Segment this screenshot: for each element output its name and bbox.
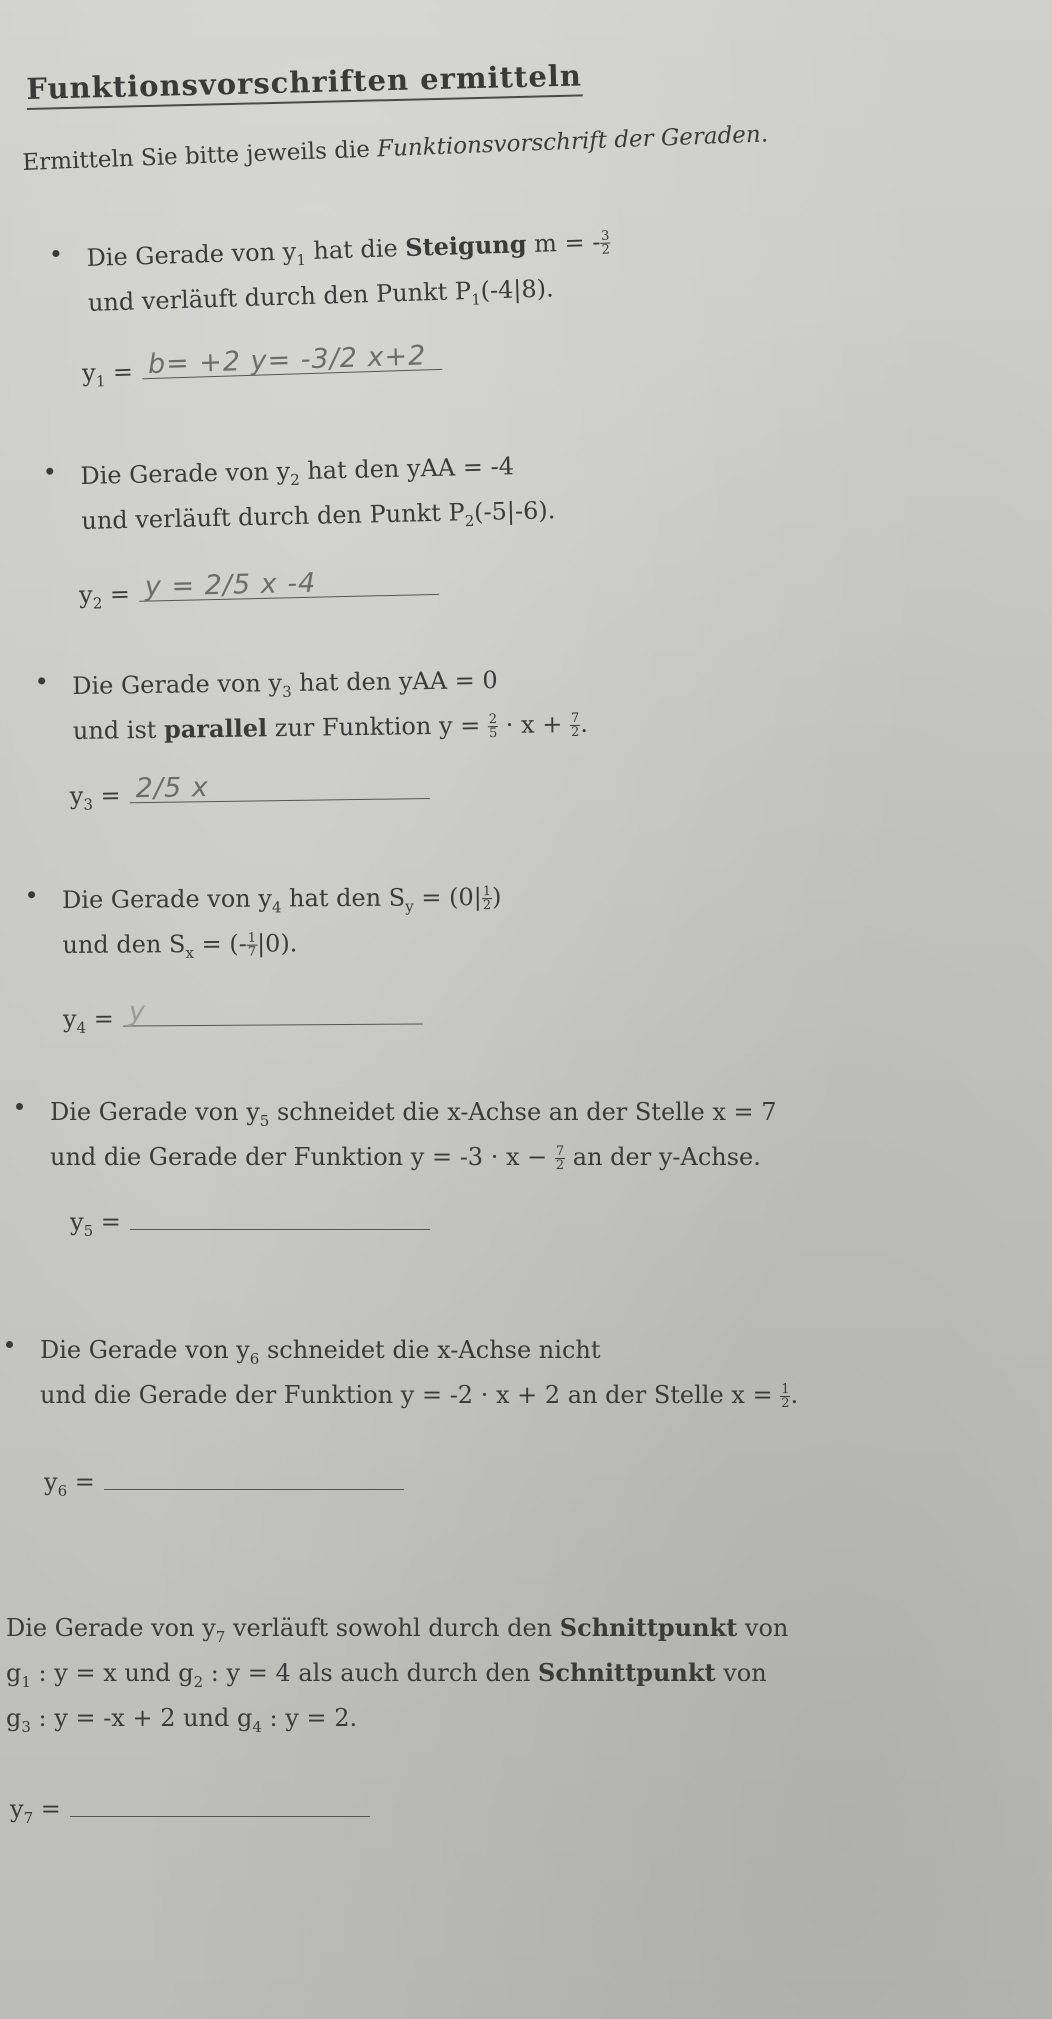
- answer-row-5: $y_5$ =: [70, 1201, 797, 1240]
- task-4-line-2: und den $S_x$ = (- $\frac{1}{7}$ |0).: [62, 929, 298, 962]
- instructions-italic: Funktionsvorschrift der Geraden.: [376, 121, 769, 163]
- task-1: [81, 224, 615, 391]
- task-6-line-2: und die Gerade der Funktion y = -2 · x + 2 an der Stelle x = $\frac{1}{2}$ .: [40, 1380, 799, 1411]
- bullet-icon: [6, 1341, 13, 1348]
- answer-field-6[interactable]: [104, 1461, 404, 1490]
- fraction: $\frac{7}{2}$: [555, 1143, 565, 1173]
- task-5-line-2: und die Gerade der Funktion y = -3 · x − $\frac{7}{2}$ an der y-Achse.: [50, 1142, 761, 1173]
- task-3: [69, 661, 589, 814]
- fraction: $\frac{7}{2}$: [570, 710, 580, 740]
- answer-row-6: $y_6$ =: [44, 1461, 802, 1500]
- bullet-icon: [46, 468, 53, 475]
- worksheet-title: Funktionsvorschriften ermitteln: [26, 58, 582, 110]
- task-3-line-2: und ist parallel zur Funktion y = $\frac{2}{5}$ · x + $\frac{7}{2}$ .: [72, 709, 589, 745]
- answer-field-7[interactable]: [70, 1788, 370, 1817]
- bullet-icon: [38, 677, 45, 684]
- fraction: $\frac{2}{5}$: [488, 711, 498, 741]
- bullet-icon: [28, 891, 35, 898]
- instructions: [22, 121, 768, 176]
- task-7-line-3: $g_3$ : y = -x + 2 und $g_4$ : y = 2.: [6, 1703, 358, 1736]
- task-7: [6, 1610, 788, 1827]
- instructions-text: Ermitteln Sie bitte jeweils die: [22, 136, 378, 176]
- answer-row-2: $y_2$ = y = 2/5 x -4: [79, 563, 554, 613]
- task-4: [62, 879, 502, 1036]
- task-6: [40, 1332, 798, 1500]
- handwritten-answer-4: y: [128, 996, 146, 1028]
- task-7-line-2: $g_1$ : y = x und $g_2$ : y = 4 als auch durch den Schnittpunkt von: [6, 1657, 767, 1691]
- answer-field-2[interactable]: [139, 565, 440, 601]
- task-4-line-1: Die Gerade von $y_4$ hat den $S_y = (0|$ $\frac{1}{2}$ ): [62, 882, 502, 917]
- handwritten-answer-3: 2/5 x: [135, 771, 209, 804]
- answer-row-7: $y_7$ =: [10, 1788, 792, 1827]
- answer-field-4[interactable]: [123, 995, 423, 1026]
- task-2-line-2: und verläuft durch den Punkt $P_2(-5|-6)$.: [81, 496, 556, 535]
- task-2-line-1: Die Gerade von $y_2$ hat den yAA = -4: [80, 452, 515, 490]
- task-1-line-2: und verläuft durch den Punkt $P_1(-4|8)$.: [87, 274, 555, 317]
- fraction: $\frac{1}{2}$: [781, 1381, 790, 1411]
- answer-field-1[interactable]: [141, 340, 442, 378]
- task-5-line-1: Die Gerade von $y_5$ schneidet die x-Achse an der Stelle x = 7: [50, 1098, 777, 1130]
- fraction: $\frac{1}{7}$: [247, 930, 257, 960]
- task-7-line-1: Die Gerade von $y_7$ verläuft sowohl durch den Schnittpunkt von: [6, 1613, 789, 1646]
- task-3-line-1: Die Gerade von $y_3$ hat den yAA = 0: [72, 666, 498, 701]
- task-1-line-1: Die Gerade von $y_1$ hat die Steigung m = - $\frac{3}{2}$: [86, 227, 611, 272]
- fraction: $\frac{1}{2}$: [482, 884, 492, 914]
- task-6-line-1: Die Gerade von $y_6$ schneidet die x-Achse nicht: [40, 1336, 601, 1368]
- task-5: [50, 1094, 777, 1240]
- answer-row-4: $y_4$ = y: [63, 995, 503, 1037]
- handwritten-answer-1: b= +2 y= -3/2 x+2: [147, 339, 427, 380]
- bullet-icon: [52, 250, 59, 257]
- fraction: $\frac{3}{2}$: [600, 228, 611, 258]
- answer-field-3[interactable]: [129, 770, 429, 803]
- answer-field-5[interactable]: [130, 1201, 430, 1230]
- answer-row-3: $y_3$ = 2/5 x: [69, 768, 585, 814]
- task-2: [80, 447, 557, 612]
- bullet-icon: [16, 1103, 23, 1110]
- handwritten-answer-2: y = 2/5 x -4: [144, 567, 317, 603]
- answer-row-1: $y_1$ = b= +2 y= -3/2 x+2: [82, 335, 607, 390]
